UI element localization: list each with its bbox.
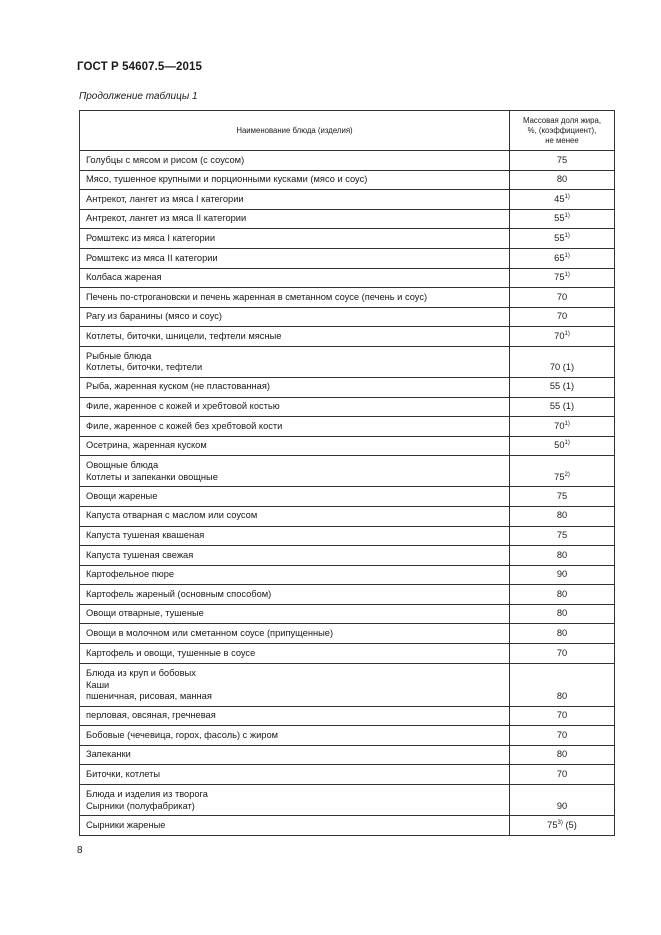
- table-row: [80, 726, 615, 746]
- fat-value: 55: [554, 213, 565, 224]
- table-row: [80, 327, 615, 347]
- table-row: [80, 190, 615, 210]
- fat-value-cell: [510, 663, 615, 706]
- column-header-fat-fraction: [510, 111, 615, 151]
- fat-value-cell: [510, 816, 615, 836]
- dish-name-text: Бобовые (чечевица, горох, фасоль) с жиром: [86, 729, 279, 740]
- fat-value-cell: [510, 307, 615, 327]
- fat-value-cell: [510, 417, 615, 437]
- fat-value: 70: [556, 710, 568, 721]
- fat-value: 80: [556, 510, 568, 521]
- page-number: 8: [77, 845, 83, 856]
- fat-value: 90: [556, 569, 568, 580]
- dish-name-cell: [80, 546, 510, 566]
- fat-value: 55 (1): [549, 381, 575, 392]
- fat-value-cell: [510, 644, 615, 664]
- dish-name-cell: [80, 346, 510, 377]
- fat-value: 75: [556, 154, 568, 165]
- coefficient-suffix: (5): [562, 819, 577, 830]
- table-row: [80, 706, 615, 726]
- dish-name-cell: [80, 229, 510, 249]
- fat-value: 80: [556, 588, 568, 599]
- footnote-marker: 1): [564, 330, 570, 337]
- footnote-marker: 1): [564, 193, 570, 200]
- fat-value-cell: [510, 151, 615, 171]
- dish-name-cell: [80, 765, 510, 785]
- dish-name-text: пшеничная, рисовая, манная: [86, 691, 212, 702]
- dish-name-text: Картофель жареный (основным способом): [86, 588, 272, 599]
- table-row: [80, 248, 615, 268]
- table-row: [80, 307, 615, 327]
- dish-name-cell: [80, 327, 510, 347]
- dish-name-text: Сырники (полуфабрикат): [86, 800, 195, 811]
- dish-name-text: Картофель и овощи, тушенные в соусе: [86, 647, 256, 658]
- table-row: [80, 417, 615, 437]
- table-row: [80, 624, 615, 644]
- table-body: [80, 151, 615, 836]
- dish-name-cell: [80, 565, 510, 585]
- fat-value: 80: [556, 174, 568, 185]
- footnote-marker: 1): [564, 252, 570, 259]
- dish-name-cell: [80, 288, 510, 308]
- dish-name-cell: [80, 248, 510, 268]
- table-row: [80, 663, 615, 706]
- fat-value: 45: [554, 193, 565, 204]
- fat-value-cell: [510, 436, 615, 456]
- table-row: [80, 229, 615, 249]
- dish-name-text: Рагу из баранины (мясо и соус): [86, 311, 222, 322]
- dish-name-text: Филе, жаренное с кожей без хребтовой кости: [86, 420, 283, 431]
- dish-name-text: Колбаса жареная: [86, 272, 162, 283]
- dish-name-cell: [80, 785, 510, 816]
- dish-name-text: Овощные блюда: [86, 460, 159, 471]
- dish-name-text: Картофельное пюре: [86, 569, 175, 580]
- column-header-line: не менее: [545, 135, 579, 145]
- dish-name-text: Блюда из круп и бобовых: [86, 668, 196, 679]
- fat-value-cell: [510, 604, 615, 624]
- dish-name-cell: [80, 151, 510, 171]
- fat-value-cell: [510, 327, 615, 347]
- fat-value-cell: [510, 170, 615, 190]
- footnote-marker: 1): [564, 440, 570, 447]
- fat-value-cell: [510, 377, 615, 397]
- dish-name-text: Овощи в молочном или сметанном соусе (припущенные): [86, 628, 334, 639]
- fat-value: 80: [556, 749, 568, 760]
- fat-value: 70: [554, 420, 565, 431]
- dish-name-text: Печень по-строгановски и печень жаренная в сметанном соусе (печень и соус): [86, 291, 428, 302]
- dish-name-text: Котлеты и запеканки овощные: [86, 471, 218, 482]
- dish-name-text: Овощи жареные: [86, 490, 158, 501]
- table-header-row: [80, 111, 615, 151]
- table-caption: Продолжение таблицы 1: [79, 91, 198, 102]
- fat-value-cell: [510, 546, 615, 566]
- dish-name-cell: [80, 745, 510, 765]
- dish-name-cell: [80, 307, 510, 327]
- fat-value: 80: [556, 549, 568, 560]
- dish-name-text: Капуста тушеная свежая: [86, 549, 194, 560]
- fat-value: 90: [556, 800, 568, 811]
- fat-value: 75: [556, 530, 568, 541]
- fat-value-cell: [510, 506, 615, 526]
- fat-value-cell: [510, 585, 615, 605]
- dish-name-text: Мясо, тушенное крупными и порционными кусками (мясо и соус): [86, 174, 368, 185]
- dish-name-cell: [80, 706, 510, 726]
- dish-name-text: перловая, овсяная, гречневая: [86, 710, 216, 721]
- fat-value-cell: [510, 487, 615, 507]
- dish-name-cell: [80, 397, 510, 417]
- footnote-marker: 1): [564, 213, 570, 220]
- dish-name-text: Ромштекс из мяса II категории: [86, 252, 218, 263]
- fat-value-cell: [510, 268, 615, 288]
- fat-value-cell: [510, 190, 615, 210]
- dish-name-cell: [80, 526, 510, 546]
- table-row: [80, 377, 615, 397]
- fat-value: 55: [554, 232, 565, 243]
- dish-name-cell: [80, 456, 510, 487]
- dish-name-cell: [80, 190, 510, 210]
- dish-name-cell: [80, 644, 510, 664]
- table-row: [80, 487, 615, 507]
- dish-name-text: Осетрина, жаренная куском: [86, 440, 207, 451]
- dish-name-cell: [80, 377, 510, 397]
- fat-value-cell: [510, 209, 615, 229]
- dish-name-cell: [80, 487, 510, 507]
- table-row: [80, 456, 615, 487]
- dish-name-cell: [80, 585, 510, 605]
- dish-name-text: Каши: [86, 679, 110, 690]
- fat-value-cell: [510, 288, 615, 308]
- fat-value: 70: [556, 291, 568, 302]
- dish-name-text: Антрекот, лангет из мяса I категории: [86, 193, 244, 204]
- dish-name-text: Блюда и изделия из творога: [86, 789, 208, 800]
- table-row: [80, 346, 615, 377]
- fat-value-cell: [510, 765, 615, 785]
- table-row: [80, 209, 615, 229]
- column-header-dish-name: Наименование блюда (изделия): [80, 111, 510, 151]
- fat-content-table: [79, 110, 615, 836]
- table-row: [80, 565, 615, 585]
- table-row: [80, 765, 615, 785]
- dish-name-cell: [80, 417, 510, 437]
- table-row: [80, 268, 615, 288]
- fat-value-cell: [510, 248, 615, 268]
- dish-name-text: Котлеты, биточки, шницели, тефтели мясные: [86, 330, 282, 341]
- dish-name-text: Ромштекс из мяса I категории: [86, 232, 216, 243]
- dish-name-cell: [80, 268, 510, 288]
- dish-name-text: Рыбные блюда: [86, 350, 152, 361]
- fat-value: 70: [554, 330, 565, 341]
- table-row: [80, 745, 615, 765]
- fat-value: 55 (1): [549, 401, 575, 412]
- fat-value-cell: [510, 706, 615, 726]
- dish-name-cell: [80, 170, 510, 190]
- dish-name-text: Биточки, котлеты: [86, 768, 161, 779]
- fat-value: 70: [556, 311, 568, 322]
- table-row: [80, 526, 615, 546]
- fat-value-cell: [510, 726, 615, 746]
- fat-value: 70 (1): [549, 362, 575, 373]
- fat-value: 80: [556, 691, 568, 702]
- fat-value: 50: [554, 440, 565, 451]
- table-row: [80, 288, 615, 308]
- fat-value: 75: [556, 490, 568, 501]
- document-standard-header: ГОСТ Р 54607.5—2015: [77, 61, 202, 73]
- fat-value-cell: [510, 745, 615, 765]
- fat-value: 80: [556, 608, 568, 619]
- dish-name-cell: [80, 726, 510, 746]
- fat-value: 75: [547, 819, 558, 830]
- table-row: [80, 170, 615, 190]
- fat-value-cell: [510, 526, 615, 546]
- table-row: [80, 546, 615, 566]
- column-header-line: Массовая доля жира,: [523, 115, 601, 125]
- fat-value: 80: [556, 628, 568, 639]
- fat-value-cell: [510, 624, 615, 644]
- table-row: [80, 644, 615, 664]
- table-row: [80, 506, 615, 526]
- dish-name-text: Овощи отварные, тушеные: [86, 608, 204, 619]
- table-row: [80, 151, 615, 171]
- footnote-marker: 1): [564, 420, 570, 427]
- fat-value: 70: [556, 729, 568, 740]
- fat-value-cell: [510, 397, 615, 417]
- table-row: [80, 585, 615, 605]
- fat-value: 65: [554, 252, 565, 263]
- fat-value-cell: [510, 565, 615, 585]
- dish-name-cell: [80, 209, 510, 229]
- dish-name-cell: [80, 604, 510, 624]
- footnote-marker: 1): [564, 272, 570, 279]
- table-row: [80, 436, 615, 456]
- fat-value: 70: [556, 768, 568, 779]
- fat-value: 70: [556, 647, 568, 658]
- fat-value-cell: [510, 785, 615, 816]
- fat-value: 75: [554, 471, 565, 482]
- dish-name-text: Антрекот, лангет из мяса II категории: [86, 213, 247, 224]
- dish-name-text: Котлеты, биточки, тефтели: [86, 362, 203, 373]
- table-row: [80, 785, 615, 816]
- dish-name-text: Рыба, жаренная куском (не пластованная): [86, 381, 270, 392]
- footnote-marker: 3): [557, 819, 563, 826]
- dish-name-cell: [80, 506, 510, 526]
- dish-name-text: Запеканки: [86, 749, 131, 760]
- dish-name-text: Сырники жареные: [86, 819, 166, 830]
- dish-name-cell: [80, 663, 510, 706]
- dish-name-text: Филе, жаренное с кожей и хребтовой костью: [86, 401, 280, 412]
- dish-name-text: Голубцы с мясом и рисом (с соусом): [86, 154, 245, 165]
- dish-name-cell: [80, 436, 510, 456]
- dish-name-cell: [80, 624, 510, 644]
- table-row: [80, 397, 615, 417]
- table-row: [80, 604, 615, 624]
- fat-value-cell: [510, 346, 615, 377]
- fat-value-cell: [510, 229, 615, 249]
- column-header-line: %, (коэффициент),: [527, 125, 597, 135]
- fat-value: 75: [554, 272, 565, 283]
- dish-name-cell: [80, 816, 510, 836]
- dish-name-text: Капуста тушеная квашеная: [86, 530, 205, 541]
- dish-name-text: Капуста отварная с маслом или соусом: [86, 510, 258, 521]
- footnote-marker: 1): [564, 232, 570, 239]
- table-row: [80, 816, 615, 836]
- fat-value-cell: [510, 456, 615, 487]
- footnote-marker: 2): [564, 471, 570, 478]
